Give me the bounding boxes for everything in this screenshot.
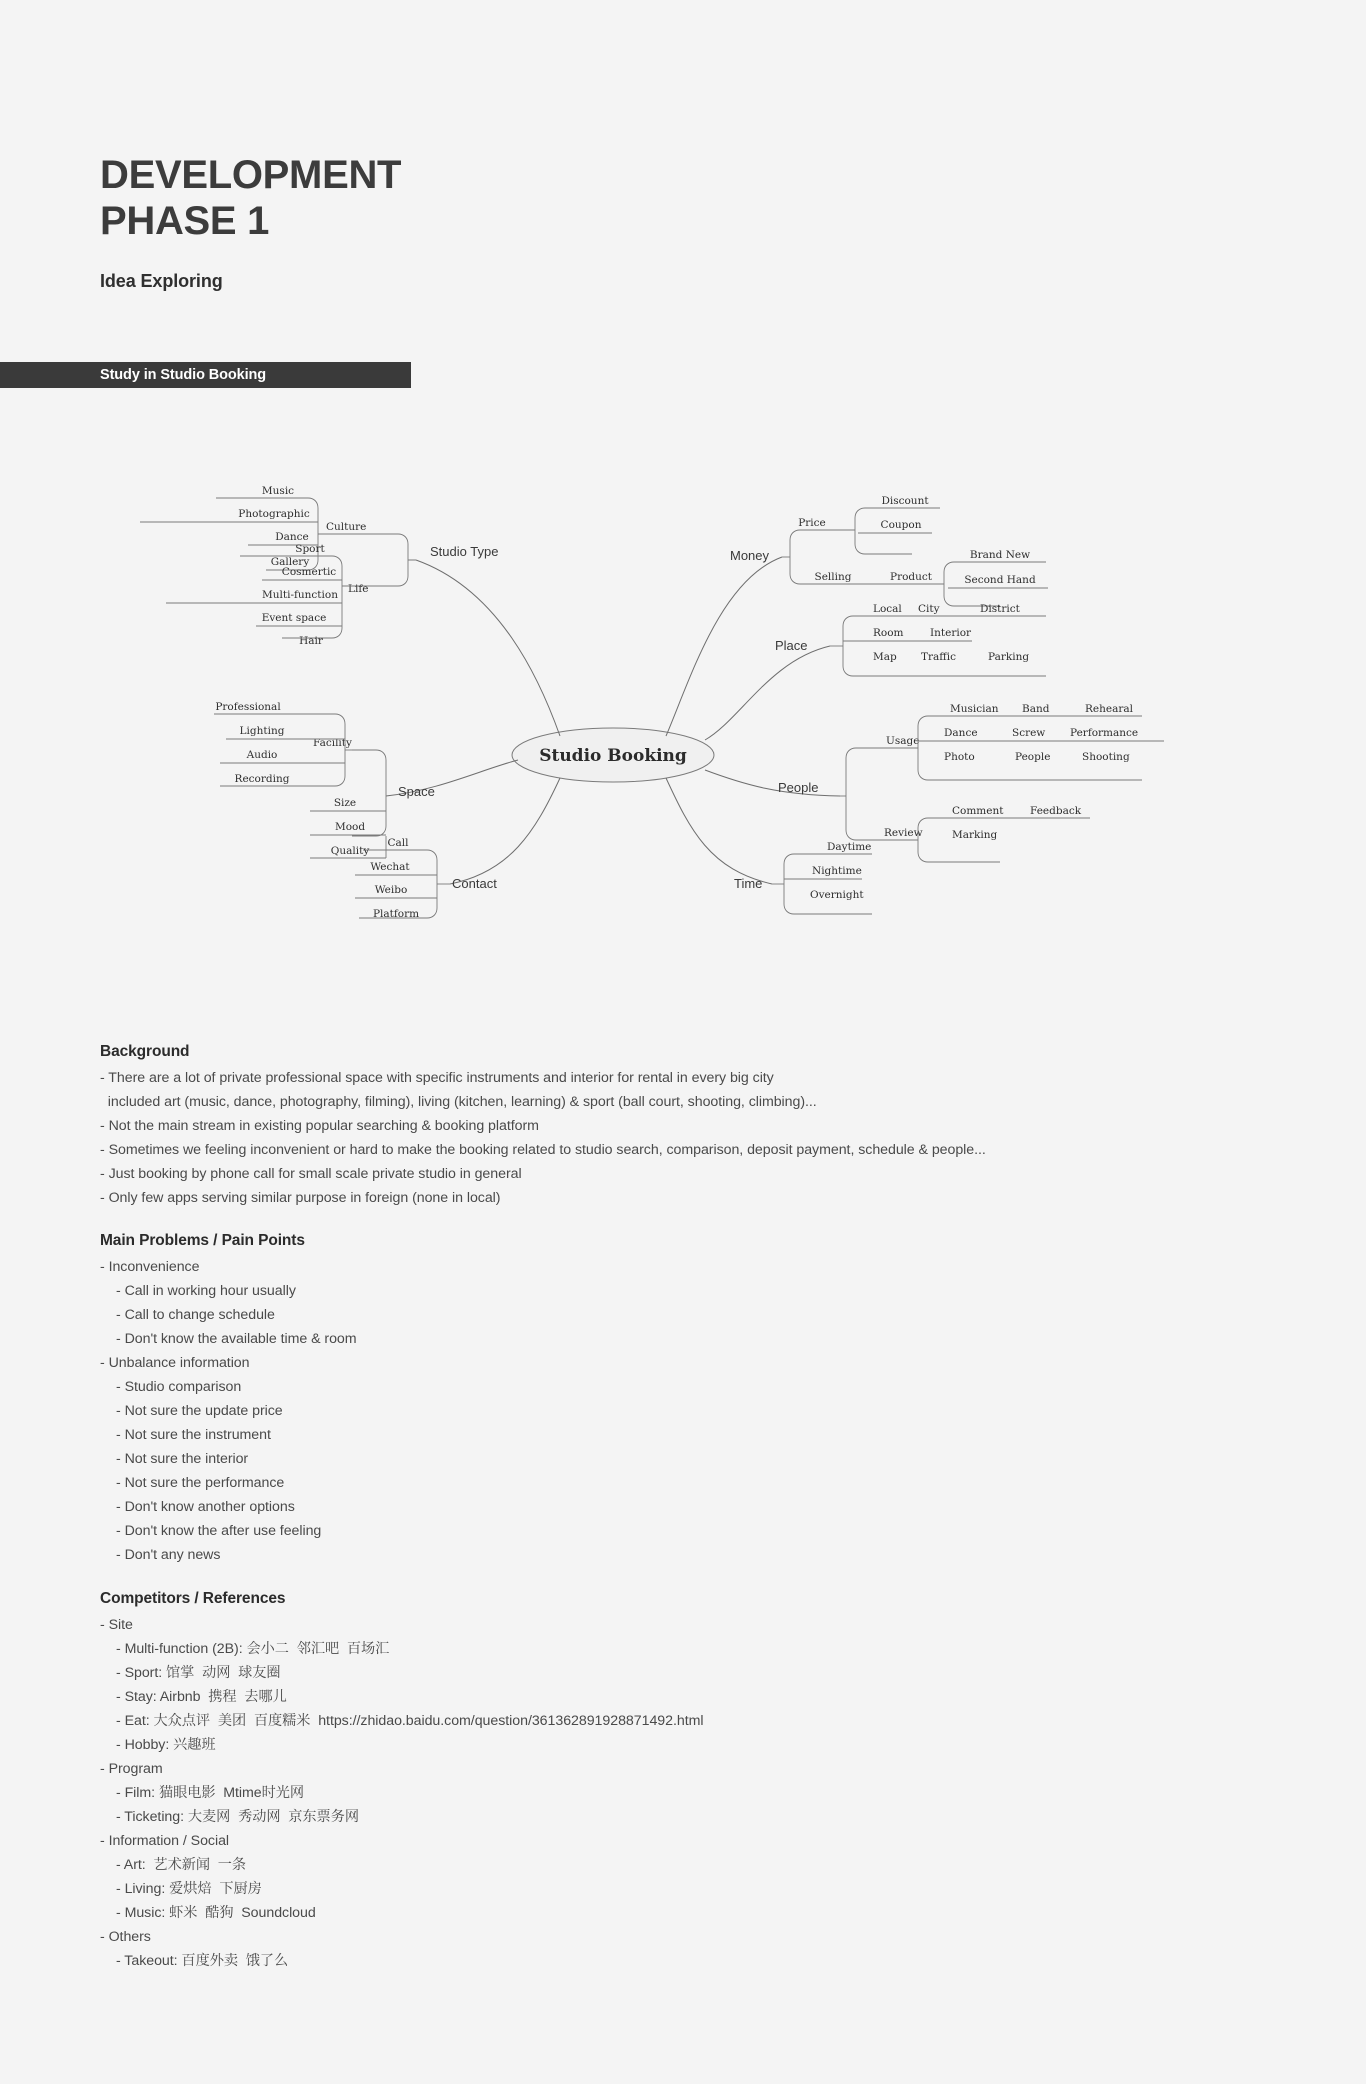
competitor-line: - Hobby: 兴趣班 [116,1737,216,1753]
mindmap-node-life: Life [348,583,369,595]
mindmap-node-shooting: Shooting [1082,751,1130,763]
mindmap-node-platform: Platform [372,908,420,920]
pain-point-line: - Unbalance information [100,1355,250,1371]
mindmap-node-screw: Screw [1012,727,1046,739]
competitors-heading: Competitors / References [100,1590,286,1607]
mindmap-node-city: City [918,603,940,615]
mindmap-node-people-usage: People [1015,751,1051,763]
competitor-line: - Film: 猫眼电影 Mtime时光网 [116,1785,305,1801]
page-subtitle: Idea Exploring [100,270,223,291]
mindmap-node-call: Call [387,837,409,849]
mindmap-node-photo: Photo [944,751,975,763]
mindmap-branch-money: Money [730,548,770,563]
pain-points-heading: Main Problems / Pain Points [100,1232,305,1249]
competitors-section [100,1590,703,1973]
background-line: - Sometimes we feeling inconvenient or hard to make the booking related to studio search, comparison, deposit payment, schedule & people... [100,1142,986,1158]
pain-point-line: - Not sure the update price [116,1403,283,1419]
mindmap-node-dance-usage: Dance [944,727,978,739]
mindmap-node-quality: Quality [330,845,370,857]
mindmap-node-recording: Recording [234,773,290,785]
mindmap-node-wechat: Wechat [370,861,410,873]
mindmap-node-product: Product [890,571,932,583]
mindmap-node-local: Local [873,603,902,615]
mindmap-node-hair: Hair [299,635,323,647]
competitor-line: - Site [100,1617,133,1633]
mindmap-node-interior: Interior [930,627,972,639]
mindmap-node-band: Band [1022,703,1050,715]
mindmap-node-lighting: Lighting [239,725,285,737]
competitor-line: - Art: 艺术新闻 一条 [116,1857,247,1873]
mindmap-node-discount: Discount [881,495,929,507]
mindmap-branch-place: Place [775,638,808,653]
mindmap-center-label: Studio Booking [539,746,687,766]
section-banner-label: Study in Studio Booking [100,367,267,383]
competitor-line: - Eat: 大众点评 美团 百度糯米 https://zhidao.baidu.com/question/361362891928871492.html [116,1713,704,1729]
mindmap-node-price: Price [798,517,826,529]
section-banner [0,362,411,388]
mindmap-node-selling: Selling [814,571,852,583]
mindmap-node-musician: Musician [950,703,999,715]
mindmap-node-overnight: Overnight [810,889,864,901]
pain-point-line: - Studio comparison [116,1379,242,1395]
mindmap-node-review: Review [884,827,923,839]
mindmap-branch-space: Space [398,784,435,799]
pain-point-line: - Not sure the instrument [116,1427,271,1443]
mindmap-node-brand-new: Brand New [969,549,1031,561]
mindmap-node-music: Music [261,485,295,497]
pain-point-line: - Not sure the interior [116,1451,249,1467]
background-heading: Background [100,1043,190,1060]
mindmap-node-dance: Dance [275,531,309,543]
background-section [100,1043,986,1210]
mindmap-node-weibo: Weibo [374,884,408,896]
mindmap-node-marking: Marking [952,829,998,841]
pain-points-lines [100,1255,357,1567]
mindmap-node-room: Room [873,627,904,639]
competitor-line: - Takeout: 百度外卖 饿了么 [116,1953,289,1969]
competitors-lines [100,1613,703,1973]
background-line: - Just booking by phone call for small scale private studio in general [100,1166,522,1182]
pain-point-line: - Don't know another options [116,1499,295,1515]
mindmap-node-rehearal: Rehearal [1085,703,1133,715]
mindmap-node-multi-function: Multi-function [262,589,338,601]
pain-point-line: - Don't know the after use feeling [116,1523,322,1539]
mindmap-node-event-space: Event space [261,612,327,624]
page-title [100,152,401,245]
competitor-line: - Ticketing: 大麦网 秀动网 京东票务网 [116,1809,359,1825]
mindmap-branch-contact: Contact [452,876,497,891]
competitor-line: - Music: 虾米 酷狗 Soundcloud [116,1905,316,1921]
mindmap-branch-people: People [778,780,819,795]
mindmap-node-feedback: Feedback [1030,805,1082,817]
pain-point-line: - Call in working hour usually [116,1283,296,1299]
mindmap-node-nightime: Nightime [812,865,862,877]
competitor-line: - Program [100,1761,163,1777]
competitor-line: - Others [100,1929,151,1945]
page-title-line2: PHASE 1 [100,199,270,244]
competitor-line: - Stay: Airbnb 携程 去哪儿 [116,1689,287,1705]
background-line: included art (music, dance, photography, filming), living (kitchen, learning) & sport (ball court, shooting, climbing)... [100,1094,817,1110]
mindmap-node-performance: Performance [1070,727,1139,739]
mindmap-node-size: Size [333,797,357,809]
mindmap-node-cosmertic: Cosmertic [281,566,337,578]
mindmap-node-photographic: Photographic [238,508,310,520]
mindmap-node-map: Map [873,651,897,663]
competitor-line: - Living: 爱烘焙 下厨房 [116,1881,262,1897]
competitor-line: - Multi-function (2B): 会小二 邻汇吧 百场汇 [116,1641,390,1657]
background-line: - There are a lot of private professional space with specific instruments and interior for rental in every big city [100,1070,774,1086]
mindmap-branch-studio-type: Studio Type [430,544,499,559]
mindmap-node-professional: Professional [215,701,281,713]
mindmap-node-facility: Facility [313,737,352,749]
mindmap-diagram [0,440,1366,1000]
pain-point-line: - Don't any news [116,1547,221,1563]
competitor-line: - Information / Social [100,1833,230,1849]
mindmap-node-daytime: Daytime [827,841,872,853]
mindmap-node-parking: Parking [988,651,1030,663]
mindmap-node-traffic: Traffic [921,651,956,663]
mindmap-node-culture: Culture [326,521,367,533]
competitor-line: - Sport: 馆掌 动网 球友圈 [116,1665,281,1681]
background-line: - Only few apps serving similar purpose in foreign (none in local) [100,1190,501,1206]
title-block [100,152,401,292]
mindmap-node-gallery: Gallery [270,556,310,568]
mindmap-node-coupon: Coupon [880,519,922,531]
background-line: - Not the main stream in existing popular searching & booking platform [100,1118,539,1134]
mindmap-node-comment: Comment [952,805,1004,817]
pain-point-line: - Inconvenience [100,1259,200,1275]
mindmap-node-second-hand: Second Hand [964,574,1036,586]
mindmap-node-usage: Usage [886,735,920,747]
page-title-line1: DEVELOPMENT [100,153,402,197]
background-lines [100,1066,986,1210]
mindmap-node-sport: Sport [295,543,325,555]
pain-point-line: - Don't know the available time & room [116,1331,357,1347]
pain-points-section [100,1232,357,1567]
pain-point-line: - Call to change schedule [116,1307,275,1323]
mindmap-node-audio: Audio [246,749,278,761]
mindmap-node-mood: Mood [334,821,366,833]
mindmap-node-district: District [980,603,1020,615]
pain-point-line: - Not sure the performance [116,1475,285,1491]
mindmap-branch-time: Time [734,876,763,891]
